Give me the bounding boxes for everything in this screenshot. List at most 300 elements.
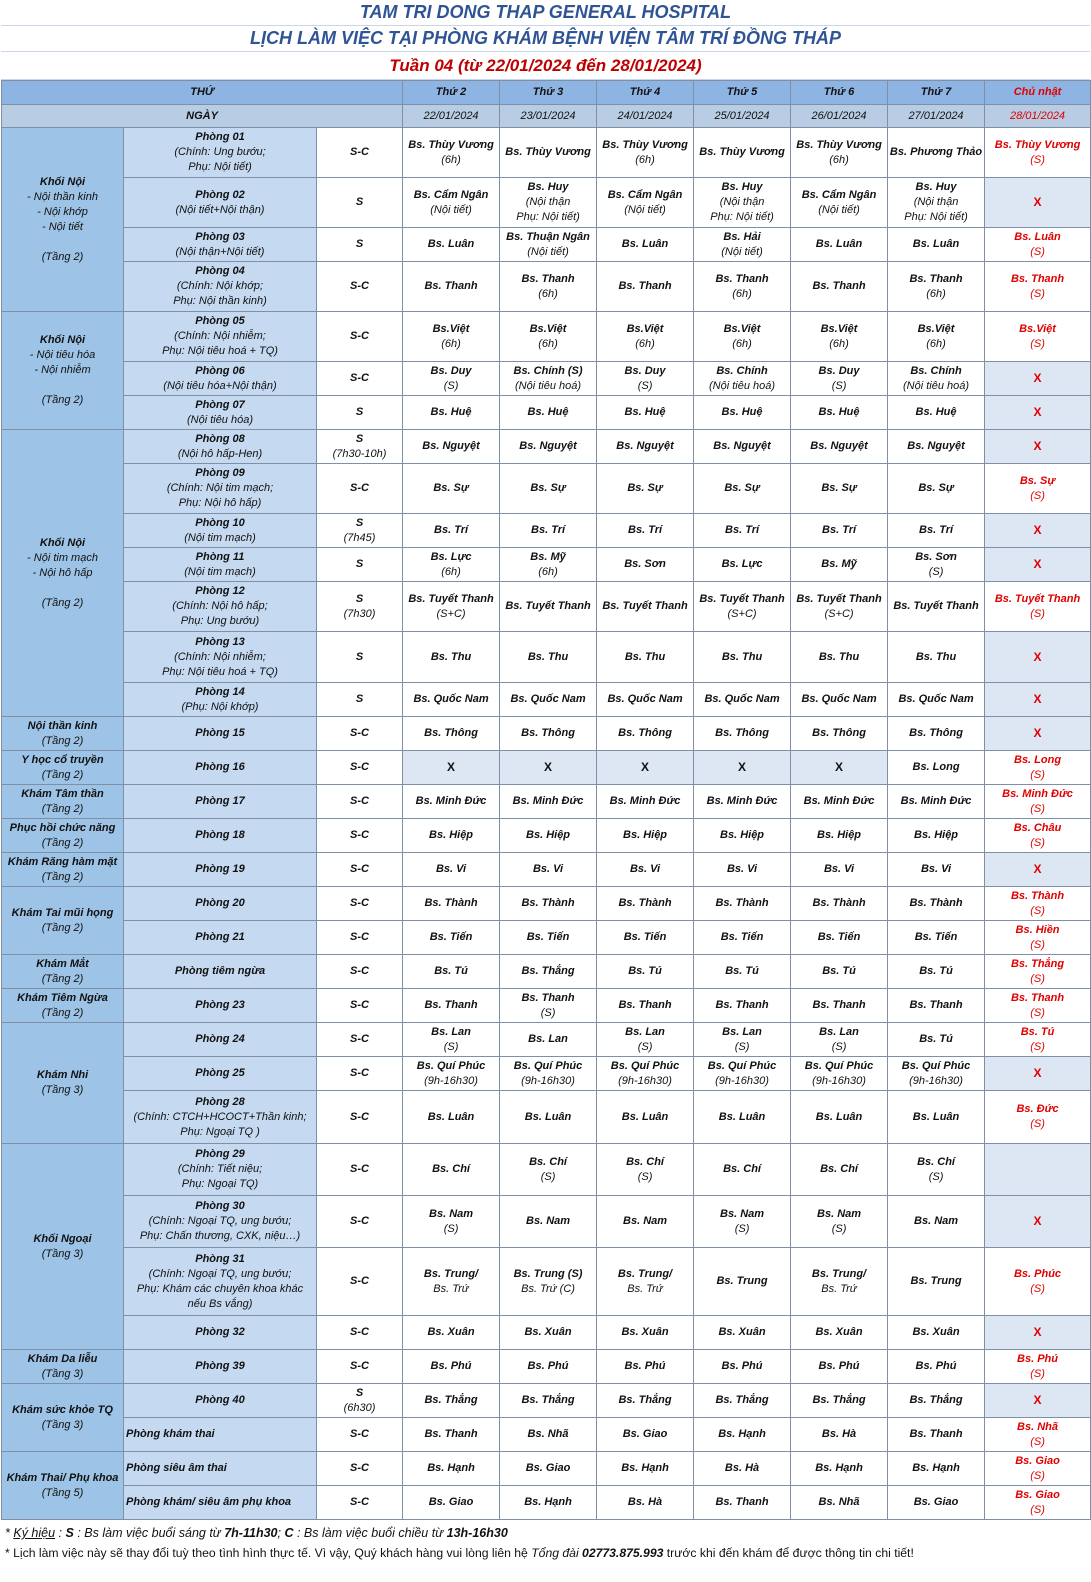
room-specialty: (Nội tiêu hóa+Nội thận) <box>163 379 277 392</box>
table-row <box>2 1452 1091 1486</box>
doctor-name: Bs. Phúc <box>1013 1267 1062 1280</box>
doctor-name: Bs. Quí Phúc <box>901 1059 971 1072</box>
doctor-name: Bs. Thắng <box>521 1394 575 1406</box>
doctor-name: Bs. Phú <box>624 1360 666 1372</box>
doctor-cell <box>888 262 985 312</box>
room-specialty: (Nội thận+Nội tiết) <box>175 245 265 258</box>
room-specialty: Phụ: Nội tiêu hoá + TQ) <box>162 345 278 357</box>
date-header: 27/01/2024 <box>888 105 985 128</box>
doctor-cell <box>403 1023 500 1057</box>
room-cell <box>124 921 317 955</box>
shift-value: S-C <box>350 965 369 977</box>
doctor-cell <box>791 955 888 989</box>
off-mark: X <box>641 760 650 774</box>
doctor-name: Bs. Tiến <box>914 931 958 943</box>
doctor-note: (Nội thận <box>719 196 765 208</box>
doctor-name: Bs. Sự <box>724 482 760 494</box>
schedule-title-vn: LỊCH LÀM VIỆC TẠI PHÒNG KHÁM BỆNH VIỆN TÂM TRÍ ĐỒNG THÁP <box>1 26 1090 52</box>
doctor-note: (6h) <box>829 153 849 166</box>
room-cell <box>124 1057 317 1091</box>
room-cell <box>124 128 317 178</box>
thu-label: THỨ <box>2 81 403 105</box>
table-row <box>2 1316 1091 1350</box>
doctor-name: Bs. Tiến <box>623 931 667 943</box>
room-specialty: (Nội tim mạch) <box>184 531 256 544</box>
doctor-cell <box>694 464 791 514</box>
doctor-cell <box>791 312 888 362</box>
doctor-name: Bs. Thành <box>715 897 769 909</box>
department-line: (Tầng 2) <box>41 972 84 985</box>
department-name: Khám Thai/ Phụ khoa <box>6 1471 119 1484</box>
doctor-name: Bs. Minh Đức <box>706 795 778 807</box>
room-specialty: (Chính: Ngoại TQ, ung bướu; <box>148 1267 292 1280</box>
doctor-cell <box>500 1452 597 1486</box>
room-name: Phòng 19 <box>195 863 245 875</box>
sunday-cell <box>985 128 1091 178</box>
off-mark: X <box>1033 371 1042 385</box>
doctor-name: Bs. Trí <box>628 524 663 536</box>
doctor-name: Bs. Tú <box>919 1033 953 1045</box>
doctor-name: Bs. Minh Đức <box>512 795 584 807</box>
doctor-cell <box>500 362 597 396</box>
shift-value: S <box>355 238 364 250</box>
doctor-note: (S) <box>443 379 459 392</box>
doctor-name: Bs. Xuân <box>912 1326 960 1338</box>
doctor-cell <box>597 1452 694 1486</box>
department-block <box>2 312 124 430</box>
department-block <box>2 1452 124 1520</box>
shift-value: S-C <box>350 931 369 943</box>
table-row <box>2 362 1091 396</box>
doctor-name: Bs.Việt <box>723 322 761 335</box>
doctor-note: (Nội tiết) <box>721 245 763 258</box>
doctor-note: (Nội tiêu hoá) <box>709 379 776 392</box>
doctor-cell <box>791 819 888 853</box>
doctor-name: Bs. Trung <box>910 1275 962 1287</box>
doctor-name: Bs. Thu <box>915 650 957 663</box>
sunday-cell <box>985 1452 1091 1486</box>
doctor-name: Bs. Hạnh <box>718 1428 766 1440</box>
doctor-cell <box>500 312 597 362</box>
doctor-note: (6h) <box>635 153 655 166</box>
shift-cell <box>317 464 403 514</box>
doctor-cell <box>597 751 694 785</box>
doctor-name: Bs. Chính (S) <box>513 364 583 377</box>
doctor-cell <box>597 1316 694 1350</box>
department-line: (Tầng 2) <box>41 768 84 781</box>
room-name: Phòng 21 <box>195 931 245 943</box>
doctor-name: Bs. Trung <box>716 1275 768 1287</box>
sunday-cell <box>985 717 1091 751</box>
sunday-cell <box>985 1248 1091 1316</box>
table-row <box>2 1091 1091 1144</box>
off-mark: X <box>1033 1214 1042 1228</box>
doctor-note: (6h) <box>732 287 752 300</box>
shift-value: S-C <box>350 1462 369 1474</box>
off-mark: X <box>1033 726 1042 740</box>
doctor-name: Bs. Thùy Vương <box>408 138 494 151</box>
doctor-note: (S) <box>1030 607 1045 620</box>
doctor-name: Bs. Tú <box>919 965 953 977</box>
table-row <box>2 819 1091 853</box>
doctor-name: Bs. Thắng <box>715 1394 769 1406</box>
doctor-note: (9h-16h30) <box>424 1074 478 1087</box>
doctor-note: (Nội tiết) <box>430 203 472 216</box>
doctor-name: Bs. Thùy Vương <box>796 138 882 151</box>
doctor-name: Bs. Quốc Nam <box>898 693 974 705</box>
doctor-name: Bs.Việt <box>626 322 664 335</box>
table-row <box>2 717 1091 751</box>
doctor-name: Bs. Luân <box>718 1110 766 1123</box>
table-row <box>2 228 1091 262</box>
shift-cell <box>317 683 403 717</box>
doctor-cell <box>888 228 985 262</box>
doctor-cell <box>597 1486 694 1520</box>
department-name: Y học cổ truyền <box>21 753 104 766</box>
doctor-name: Bs. Hiệp <box>817 829 862 841</box>
doctor-cell <box>500 1350 597 1384</box>
room-name: Phòng 13 <box>195 635 245 648</box>
doctor-name: Bs. Thanh <box>909 272 963 285</box>
sunday-cell <box>985 1023 1091 1057</box>
doctor-note: Bs. Trứ <box>627 1282 663 1295</box>
doctor-cell <box>403 1091 500 1144</box>
doctor-name: Bs. Chí <box>820 1163 858 1175</box>
doctor-cell <box>500 430 597 464</box>
doctor-cell <box>888 819 985 853</box>
doctor-cell <box>403 785 500 819</box>
doctor-cell <box>694 312 791 362</box>
table-row <box>2 1248 1091 1316</box>
doctor-note: (S) <box>734 1222 750 1235</box>
department-line <box>3 378 122 393</box>
shift-cell <box>317 1452 403 1486</box>
table-row <box>2 1486 1091 1520</box>
doctor-name: Bs. Minh Đức <box>415 795 487 807</box>
doctor-cell <box>597 632 694 683</box>
shift-value: S-C <box>350 761 369 773</box>
sunday-cell <box>985 1057 1091 1091</box>
doctor-name: Bs. Duy <box>818 364 860 377</box>
shift-value: S <box>355 592 364 605</box>
doctor-cell <box>694 1452 791 1486</box>
department-name: Khối Nội <box>39 536 86 549</box>
shift-cell <box>317 1486 403 1520</box>
doctor-name: Bs. Thanh <box>618 999 672 1011</box>
doctor-name: Bs. Quí Phúc <box>610 1059 680 1072</box>
doctor-cell <box>791 717 888 751</box>
doctor-name: Bs. Minh Đức <box>900 795 972 807</box>
doctor-cell <box>888 548 985 582</box>
doctor-name: Bs. Hà <box>724 1462 760 1474</box>
doctor-name: Bs. Vi <box>920 863 952 875</box>
off-mark: X <box>835 760 844 774</box>
room-specialty: (Chính: Nội tim mạch; <box>166 482 274 494</box>
sunday-cell <box>985 1486 1091 1520</box>
doctor-name: Bs. Xuân <box>815 1326 863 1338</box>
day-header: Thứ 3 <box>500 81 597 105</box>
doctor-cell <box>694 921 791 955</box>
doctor-note: (S) <box>1030 1118 1045 1130</box>
doctor-note: (S) <box>831 379 847 392</box>
doctor-name: Bs. Quốc Nam <box>607 693 683 705</box>
department-line: (Tầng 2) <box>41 802 84 815</box>
doctor-cell <box>500 582 597 632</box>
doctor-cell <box>694 228 791 262</box>
doctor-cell <box>597 853 694 887</box>
doctor-cell <box>597 819 694 853</box>
doctor-name: Bs. Huệ <box>527 406 569 418</box>
doctor-cell <box>694 548 791 582</box>
legend-label: Ký hiệu <box>13 1526 56 1540</box>
doctor-cell <box>791 128 888 178</box>
doctor-cell <box>500 1023 597 1057</box>
doctor-name: Bs.Việt <box>820 322 858 335</box>
doctor-note: (S) <box>443 1040 459 1053</box>
doctor-cell <box>888 1057 985 1091</box>
shift-cell <box>317 228 403 262</box>
doctor-name: Bs. Thông <box>521 727 575 739</box>
doctor-cell <box>888 887 985 921</box>
doctor-name: Bs. Thành <box>1010 889 1065 902</box>
doctor-name: Bs. Xuân <box>718 1326 766 1338</box>
doctor-note: (9h-16h30) <box>812 1074 866 1087</box>
doctor-name: Bs. Nam <box>817 1207 862 1220</box>
room-specialty: (Nội tiết+Nội thận) <box>175 203 265 216</box>
room-cell <box>124 464 317 514</box>
doctor-note: (S) <box>1030 245 1045 258</box>
department-name: Khám sức khỏe TQ <box>12 1403 113 1416</box>
doctor-cell <box>888 1248 985 1316</box>
doctor-cell <box>597 430 694 464</box>
table-row <box>2 955 1091 989</box>
doctor-name: Bs. Trí <box>822 524 857 536</box>
doctor-cell <box>500 853 597 887</box>
doctor-name: Bs. Thanh <box>521 272 575 285</box>
doctor-name: Bs. Tuyết Thanh <box>408 592 494 605</box>
shift-cell <box>317 178 403 228</box>
doctor-note: (S) <box>928 1170 944 1183</box>
table-row <box>2 1418 1091 1452</box>
shift-value: S-C <box>350 1110 369 1123</box>
doctor-name: Bs. Minh Đức <box>609 795 681 807</box>
room-cell <box>124 430 317 464</box>
doctor-name: Bs. Tuyết Thanh <box>602 600 688 612</box>
doctor-cell <box>597 1057 694 1091</box>
doctor-cell <box>403 1144 500 1196</box>
doctor-note: (6h) <box>441 153 461 166</box>
doctor-cell <box>403 312 500 362</box>
room-specialty: (Chính: Ngoại TQ, ung bướu; <box>148 1215 292 1227</box>
doctor-note: (S) <box>1030 802 1045 815</box>
sunday-cell <box>985 1316 1091 1350</box>
doctor-cell <box>694 1486 791 1520</box>
shift-value: S-C <box>350 1163 369 1175</box>
shift-cell <box>317 430 403 464</box>
department-block <box>2 853 124 887</box>
doctor-cell <box>791 582 888 632</box>
doctor-cell <box>403 717 500 751</box>
doctor-cell <box>694 1350 791 1384</box>
doctor-name: Bs. Luân <box>815 1110 863 1123</box>
room-cell <box>124 312 317 362</box>
doctor-cell <box>597 464 694 514</box>
room-specialty: (Chính: CTCH+HCOCT+Thần kinh; <box>133 1110 307 1123</box>
doctor-name: Bs. Thanh <box>812 280 866 292</box>
department-name: Khối Nội <box>39 334 86 346</box>
room-name: Phòng 17 <box>195 795 245 807</box>
shift-cell <box>317 582 403 632</box>
room-name: Phòng khám thai <box>126 1428 215 1440</box>
doctor-name: Bs. Mỹ <box>530 550 566 563</box>
room-specialty: Phụ: Nội hô hấp) <box>178 497 262 509</box>
doctor-name: Bs. Quốc Nam <box>704 693 780 705</box>
department-name: Khám Tiêm Ngừa <box>17 991 108 1004</box>
doctor-cell <box>403 362 500 396</box>
doctor-cell <box>888 1452 985 1486</box>
doctor-name: Bs. Nam <box>914 1215 959 1227</box>
doctor-name: Bs. Lan <box>431 1025 471 1038</box>
doctor-cell <box>597 1144 694 1196</box>
doctor-name: Bs. Minh Đức <box>1002 787 1073 800</box>
doctor-name: Bs. Tiến <box>817 931 861 943</box>
doctor-note: (S) <box>1030 1040 1045 1053</box>
doctor-name: Bs. Mỹ <box>821 558 857 570</box>
legend-colon: : <box>58 1526 66 1540</box>
shift-value: S-C <box>350 1033 369 1045</box>
doctor-note: (Nội tiết) <box>818 203 860 216</box>
schedule-table <box>1 80 1091 1520</box>
room-name: Phòng 29 <box>195 1148 245 1160</box>
department-block <box>2 717 124 751</box>
table-row <box>2 514 1091 548</box>
legend-c-desc: : Bs làm việc buổi chiều từ <box>296 1526 444 1540</box>
sunday-cell <box>985 989 1091 1023</box>
doctor-name: Bs. Tú <box>434 965 468 977</box>
doctor-note: (S) <box>831 1040 847 1053</box>
department-name: Khối Ngoại <box>33 1232 92 1245</box>
doctor-name: Bs. Long <box>1014 753 1062 766</box>
table-row <box>2 312 1091 362</box>
doctor-name: Bs. Cẩm Ngân <box>607 188 683 201</box>
table-row <box>2 989 1091 1023</box>
off-mark: X <box>447 760 456 774</box>
department-block <box>2 128 124 312</box>
doctor-cell <box>403 128 500 178</box>
room-cell <box>124 853 317 887</box>
doctor-name: Bs. Huy <box>915 181 957 193</box>
doctor-name: Bs. Xuân <box>427 1326 475 1338</box>
doctor-cell <box>597 228 694 262</box>
doctor-cell <box>888 582 985 632</box>
doctor-name: Bs. Nam <box>720 1207 765 1220</box>
room-cell <box>124 1350 317 1384</box>
doctor-cell <box>597 955 694 989</box>
room-name: Phòng 18 <box>195 829 245 841</box>
doctor-name: Bs. Trí <box>725 524 760 536</box>
doctor-cell <box>888 514 985 548</box>
table-row <box>2 1196 1091 1248</box>
doctor-name: Bs. Nam <box>526 1215 571 1227</box>
doctor-name: Bs. Chí <box>626 1155 664 1168</box>
doctor-name: Bs. Lực <box>721 558 763 570</box>
table-row <box>2 887 1091 921</box>
doctor-note: Bs. Trứ <box>433 1282 469 1295</box>
doctor-cell <box>888 128 985 178</box>
date-header-row <box>2 105 1091 128</box>
hotline-number[interactable]: 02773.875.993 <box>582 1546 664 1560</box>
room-name: Phòng 40 <box>195 1394 245 1406</box>
doctor-note: (6h) <box>538 337 558 350</box>
doctor-cell <box>791 362 888 396</box>
doctor-note: (6h) <box>441 337 461 350</box>
doctor-cell <box>791 430 888 464</box>
sunday-cell <box>985 1350 1091 1384</box>
table-row <box>2 128 1091 178</box>
doctor-note: Phụ: Nội tiết) <box>904 211 968 223</box>
doctor-cell <box>597 514 694 548</box>
doctor-cell <box>597 396 694 430</box>
room-name: Phòng 30 <box>195 1200 245 1212</box>
doctor-cell <box>597 1350 694 1384</box>
shift-cell <box>317 1023 403 1057</box>
off-mark: X <box>1033 1066 1042 1080</box>
day-header: Thứ 4 <box>597 81 694 105</box>
shift-cell <box>317 989 403 1023</box>
doctor-cell <box>500 683 597 717</box>
doctor-name: Bs.Việt <box>432 322 470 335</box>
doctor-cell <box>597 921 694 955</box>
doctor-name: Bs. Minh Đức <box>803 795 875 807</box>
doctor-cell <box>500 921 597 955</box>
table-row <box>2 396 1091 430</box>
doctor-note: (S) <box>637 1040 653 1053</box>
doctor-cell <box>403 853 500 887</box>
doctor-cell <box>694 955 791 989</box>
sunday-cell <box>985 853 1091 887</box>
doctor-name: Bs. Duy <box>624 364 666 377</box>
doctor-cell <box>888 464 985 514</box>
department-block <box>2 785 124 819</box>
doctor-cell <box>888 683 985 717</box>
doctor-cell <box>597 262 694 312</box>
doctor-name: Bs. Sơn <box>915 550 957 563</box>
room-cell <box>124 178 317 228</box>
room-name: Phòng tiêm ngừa <box>174 965 266 977</box>
shift-value: S-C <box>350 1067 369 1079</box>
room-name: Phòng 09 <box>195 467 245 479</box>
doctor-cell <box>694 262 791 312</box>
doctor-cell <box>888 989 985 1023</box>
doctor-cell <box>791 1248 888 1316</box>
shift-cell <box>317 853 403 887</box>
doctor-cell <box>500 887 597 921</box>
shift-value: S <box>355 650 364 663</box>
room-cell <box>124 514 317 548</box>
doctor-cell <box>694 1196 791 1248</box>
doctor-cell <box>791 1384 888 1418</box>
table-row <box>2 751 1091 785</box>
doctor-name: Bs. Thuận Ngân <box>506 230 590 243</box>
doctor-name: Bs. Châu <box>1013 821 1062 834</box>
doctor-name: Bs. Hạnh <box>815 1462 863 1474</box>
doctor-cell <box>500 632 597 683</box>
room-specialty: Phụ: Nội thần kinh) <box>173 295 267 307</box>
room-name: Phòng 31 <box>195 1252 245 1265</box>
doctor-note: (S) <box>1030 1503 1045 1516</box>
doctor-note: (S) <box>1030 1006 1045 1019</box>
doctor-name: Bs. Nhã <box>527 1428 569 1440</box>
